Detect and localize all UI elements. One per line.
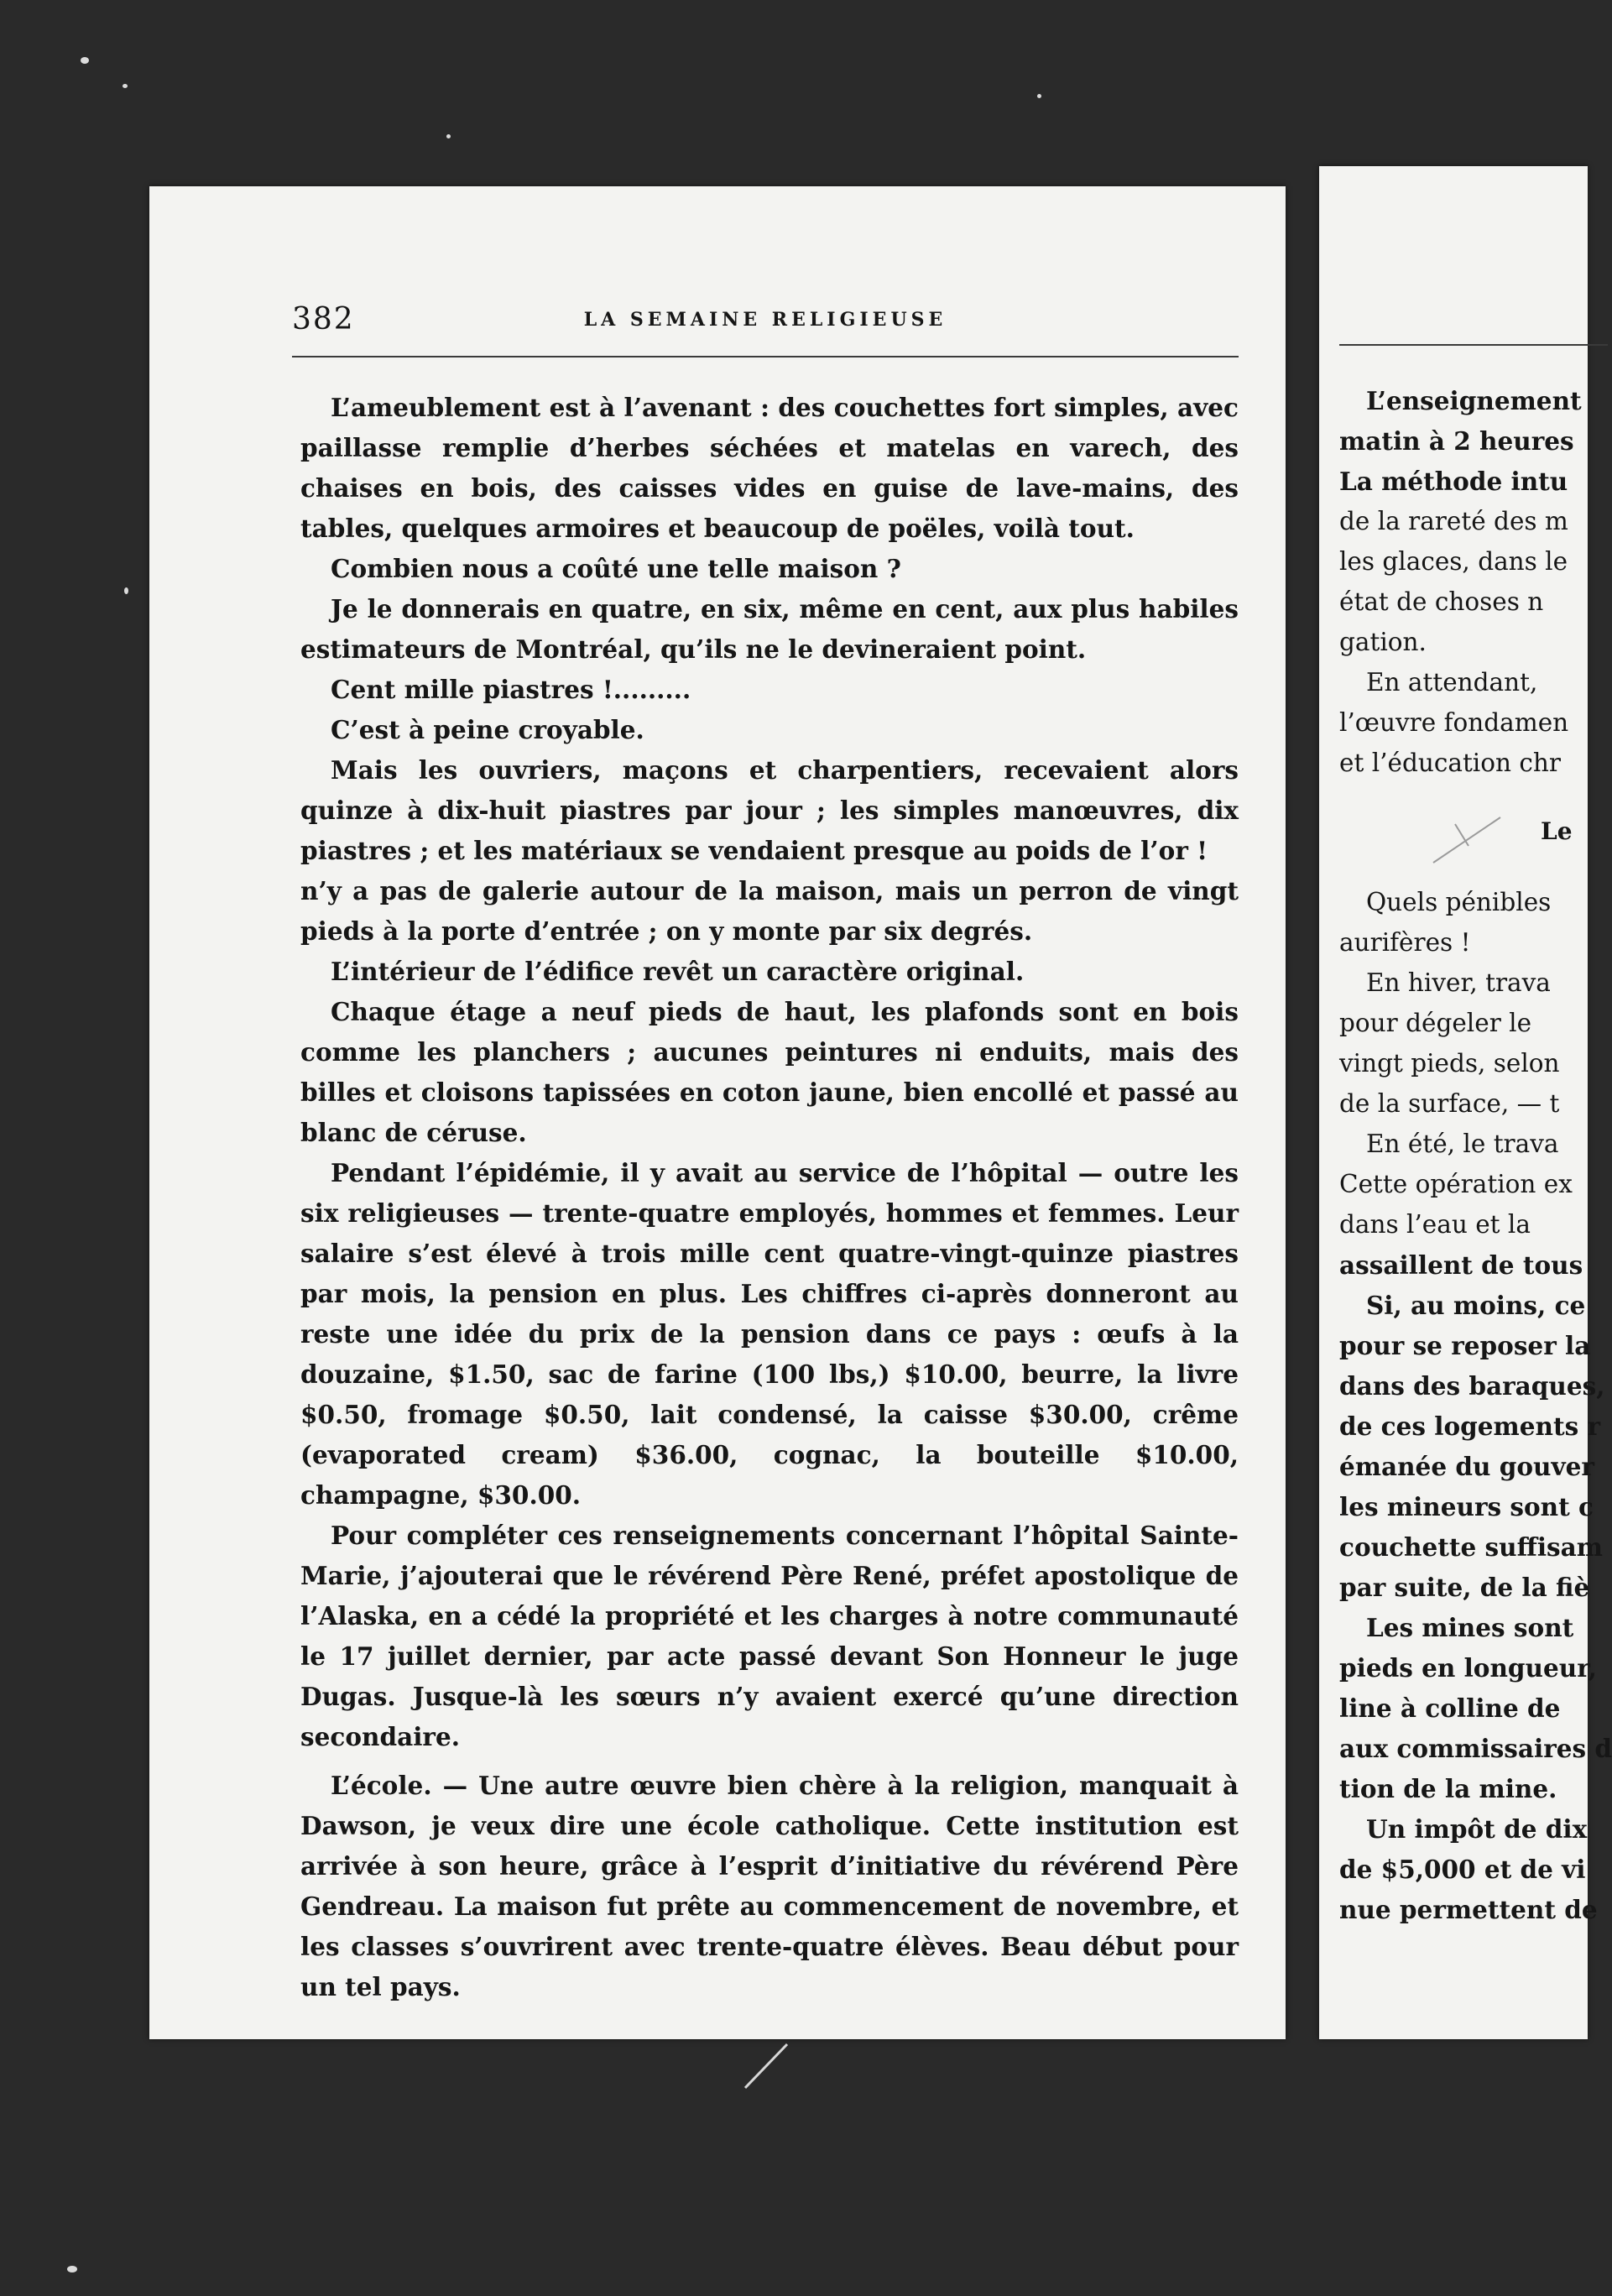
paragraph-epidemic: Pendant l’épidémie, il y avait au service de l’hôpital — outre les six religieuses — trente-quatre employés, hommes et femmes. Leur salaire s’est élevé à trois mille cent quatre-vingt-quinze piastres par mois, la pension en plus. Les chiffres ci-après donneront au reste une idée du prix de la pension dans ce pays : œufs à la douzaine, $1.50, sac de farine (100 lbs,) $10.00, beurre, la livre $0.50, fromage $0.50, lait condensé, la caisse $30.00, crême (evaporated cream) $36.00, cognac, la bouteille $10.00, champagne, $30.00.	[300, 1158, 1239, 1510]
right-line: vingt pieds, selon	[1339, 1049, 1560, 1078]
right-line: L’enseignement	[1366, 386, 1582, 415]
right-line: Cette opération ex	[1339, 1170, 1573, 1198]
right-line: de ces logements r	[1339, 1412, 1601, 1441]
right-line: tion de la mine.	[1339, 1774, 1557, 1803]
right-line: line à colline de	[1339, 1693, 1561, 1723]
right-line: état de choses n	[1339, 587, 1544, 616]
right-line: l’œuvre fondamen	[1339, 708, 1569, 737]
paragraph-interior: L’intérieur de l’édifice revêt un caractère original.	[331, 957, 1025, 986]
right-line: de la surface, — t	[1339, 1089, 1560, 1118]
right-line: nue permettent de	[1339, 1895, 1598, 1924]
right-line: par suite, de la fiè	[1339, 1573, 1590, 1602]
right-header-rule	[1339, 344, 1608, 346]
right-line: de $5,000 et de vi	[1339, 1855, 1586, 1884]
body-text	[300, 388, 1239, 2007]
scratch-mark-icon	[742, 2041, 792, 2091]
section-heading: Le	[1541, 817, 1573, 845]
paragraph-estimators: Je le donnerais en quatre, en six, même en cent, aux plus habiles estimateurs de Montréal, qu’ils ne le devineraient point.	[300, 594, 1239, 664]
left-page	[149, 186, 1286, 2039]
right-line: Si, au moins, ce	[1366, 1291, 1586, 1320]
header-rule	[292, 356, 1239, 357]
paragraph-furnishing: L’ameublement est à l’avenant : des couchettes fort simples, avec paillasse remplie d’herbes séchées et matelas en varech, des chaises en bois, des caisses vides en guise de lave-mains, des tables, quelques armoires et beaucoup de poëles, voilà tout.	[300, 393, 1239, 543]
right-line: assaillent de tous	[1339, 1250, 1583, 1280]
right-line: aurifères !	[1339, 928, 1471, 957]
right-line: En été, le trava	[1366, 1130, 1559, 1158]
page-header	[292, 302, 1239, 336]
right-line: pour dégeler le	[1339, 1009, 1532, 1037]
right-line: pieds en longueur,	[1339, 1653, 1597, 1683]
right-line: gation.	[1339, 628, 1427, 656]
right-line: aux commissaires d	[1339, 1734, 1612, 1763]
right-line: Quels pénibles	[1366, 888, 1552, 916]
right-line: émanée du gouver	[1339, 1452, 1594, 1481]
paragraph-price: Cent mille piastres !.........	[331, 675, 691, 704]
paragraph-floors: Chaque étage a neuf pieds de haut, les plafonds sont en bois comme les planchers ; aucunes peintures ni enduits, mais des billes et cloisons tapissées en coton jaune, bien encollé et passé au blanc de céruse.	[300, 997, 1239, 1147]
right-line: les mineurs sont c	[1339, 1492, 1594, 1521]
right-line: matin à 2 heures	[1339, 426, 1574, 456]
right-line: couchette suffisam	[1339, 1532, 1603, 1562]
pencil-mark-icon	[1430, 812, 1505, 871]
paragraph-cost-question: Combien nous a coûté une telle maison ?	[331, 554, 901, 583]
right-line: dans l’eau et la	[1339, 1210, 1531, 1239]
right-line: les glaces, dans le	[1339, 547, 1568, 576]
right-line: et l’éducation chr	[1339, 749, 1562, 777]
right-line: de la rareté des m	[1339, 507, 1568, 535]
paragraph-wages: Mais les ouvriers, maçons et charpentiers, recevaient alors quinze à dix-huit piastres par jour ; les simples manœuvres, dix piastres ; et les matériaux se vendaient presque au poids de l’or !	[300, 755, 1239, 865]
paragraph-gallery: n’y a pas de galerie autour de la maison, mais un perron de vingt pieds à la porte d’entrée ; on y monte par six degrés.	[300, 876, 1239, 946]
paragraph-hospital: Pour compléter ces renseignements concernant l’hôpital Sainte-Marie, j’ajouterai que le révérend Père René, préfet apostolique de l’Alaska, en a cédé la propriété et les charges à notre communauté le 17 juillet dernier, par acte passé devant Son Honneur le juge Dugas. Jusque-là les sœurs n’y avaient exercé qu’une direction secondaire.	[300, 1521, 1239, 1751]
paragraph-incredible: C’est à peine croyable.	[331, 715, 644, 744]
right-line: Les mines sont	[1366, 1613, 1574, 1642]
right-page	[1319, 166, 1612, 2039]
right-line: Un impôt de dix	[1366, 1814, 1588, 1844]
page-number: 382	[292, 302, 355, 337]
right-line: pour se reposer la	[1339, 1331, 1591, 1360]
running-title: LA SEMAINE RELIGIEUSE	[583, 309, 947, 331]
paragraph-school: L’école. — Une autre œuvre bien chère à la religion, manquait à Dawson, je veux dire une école catholique. Cette institution est arrivée à son heure, grâce à l’esprit d’initiative du révérend Père Gendreau. La maison fut prête au commencement de novembre, et les classes s’ouvrirent avec trente-quatre élèves. Beau début pour un tel pays.	[300, 1771, 1239, 2001]
right-line: La méthode intu	[1339, 467, 1568, 496]
right-line: En attendant,	[1366, 668, 1538, 697]
right-line: En hiver, trava	[1366, 968, 1551, 997]
right-line: dans des baraques,	[1339, 1371, 1605, 1401]
